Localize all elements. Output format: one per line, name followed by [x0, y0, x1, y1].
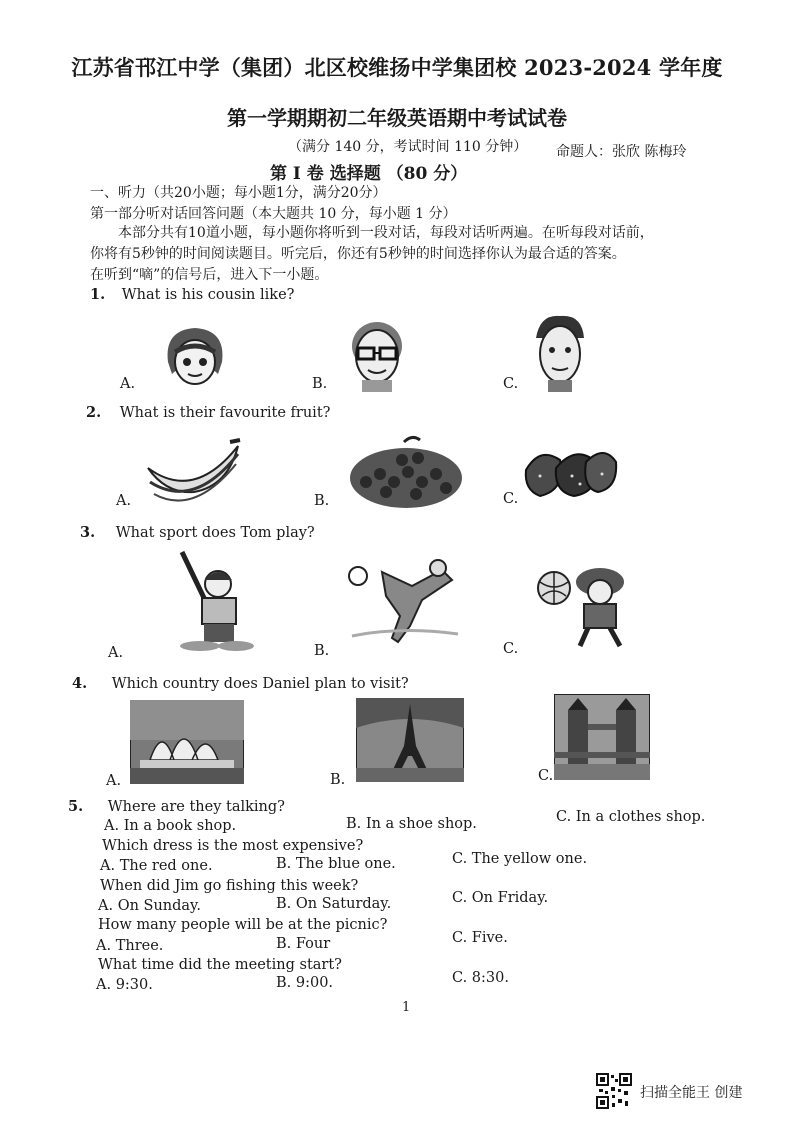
- bananas-icon: [144, 438, 244, 508]
- question-8: [98, 917, 387, 933]
- option-label: A.: [120, 376, 136, 392]
- question-number: 5.: [68, 798, 84, 815]
- option-a: A. In a book shop.: [104, 818, 237, 834]
- boy-glasses-face-icon: [346, 316, 408, 392]
- option-c: C. In a clothes shop.: [556, 809, 706, 825]
- option-b: B. The blue one.: [276, 856, 396, 872]
- subsection-heading: 第一部分听对话回答问题（本大题共 10 分，每小题 1 分）: [90, 206, 457, 222]
- section-heading: 一、听力（共20小题；每小题1分，满分20分）: [90, 185, 387, 201]
- question-7: [100, 878, 358, 894]
- option-label: C.: [503, 376, 519, 392]
- option-label: A.: [116, 493, 132, 509]
- question-text: What sport does Tom play?: [115, 525, 315, 541]
- question-number: 4.: [72, 675, 88, 692]
- option-label: A.: [108, 645, 124, 661]
- girl-face-icon: [160, 322, 230, 388]
- question-2: [86, 404, 330, 421]
- option-label: B.: [314, 493, 330, 509]
- option-c: C. The yellow one.: [452, 851, 588, 867]
- question-9: [98, 957, 342, 973]
- question-6: [102, 838, 363, 854]
- question-text: What is his cousin like?: [121, 287, 295, 303]
- question-1: [90, 286, 294, 303]
- option-label: C.: [538, 768, 554, 784]
- option-label: C.: [503, 491, 519, 507]
- question-text: How many people will be at the picnic?: [98, 917, 388, 933]
- man-face-icon: [530, 312, 590, 392]
- question-text: Which dress is the most expensive?: [102, 838, 364, 854]
- qr-logo-icon: [596, 1073, 632, 1109]
- question-number: 2.: [86, 404, 102, 421]
- soccer-player-icon: [342, 556, 462, 648]
- instruction-line-3: 在听到“嘀”的信号后，进入下一小题。: [90, 267, 329, 283]
- option-label: B.: [330, 772, 346, 788]
- option-a: A. The red one.: [100, 858, 213, 874]
- exam-title-line2: 第一学期期初二年级英语期中考试试卷: [227, 106, 567, 130]
- option-b: B. 9:00.: [276, 975, 334, 991]
- scanner-watermark: 扫描全能王 创建: [640, 1085, 743, 1101]
- strawberries-icon: [520, 440, 620, 500]
- question-text: Where are they talking?: [107, 799, 285, 815]
- option-c: C. On Friday.: [452, 890, 549, 906]
- question-text: When did Jim go fishing this week?: [100, 878, 359, 894]
- option-a: A. On Sunday.: [98, 898, 201, 914]
- option-label: B.: [314, 643, 330, 659]
- volleyball-player-icon: [534, 566, 634, 650]
- option-c: C. 8:30.: [452, 970, 509, 986]
- question-3: [80, 524, 315, 541]
- exam-author: 命题人：张欣 陈梅玲: [556, 144, 687, 160]
- question-number: 3.: [80, 524, 96, 541]
- option-label: B.: [312, 376, 328, 392]
- question-number: 1.: [90, 286, 106, 303]
- option-b: B. In a shoe shop.: [346, 816, 477, 832]
- option-label: C.: [503, 641, 519, 657]
- exam-meta: （满分 140 分，考试时间 110 分钟）: [288, 139, 528, 155]
- option-b: B. Four: [276, 936, 331, 952]
- question-text: Which country does Daniel plan to visit?: [111, 676, 409, 692]
- baseball-player-icon: [170, 548, 260, 652]
- grapes-icon: [346, 432, 466, 512]
- question-text: What is their favourite fruit?: [119, 405, 331, 421]
- question-5: [68, 798, 285, 815]
- option-a: A. Three.: [96, 938, 164, 954]
- part-title: 第 I 卷 选择题 （80 分）: [270, 164, 468, 184]
- question-4: [72, 675, 409, 692]
- instruction-line-2: 你将有5秒钟的时间阅读题目。听完后，你还有5秒钟的时间选择你认为最合适的答案。: [90, 246, 626, 262]
- exam-title-line1: 江苏省邗江中学（集团）北区校维扬中学集团校 2023-2024 学年度: [71, 55, 723, 80]
- option-b: B. On Saturday.: [276, 896, 392, 912]
- eiffel-tower-icon: [356, 698, 464, 782]
- question-text: What time did the meeting start?: [98, 957, 342, 973]
- tower-bridge-icon: [554, 694, 650, 780]
- instruction-line-1: 本部分共有10道小题，每小题你将听到一段对话，每段对话听两遍。在听每段对话前，: [118, 225, 654, 241]
- sydney-opera-house-icon: [130, 700, 244, 784]
- option-a: A. 9:30.: [96, 977, 153, 993]
- option-c: C. Five.: [452, 930, 508, 946]
- option-label: A.: [106, 773, 122, 789]
- page-number: 1: [402, 1000, 411, 1015]
